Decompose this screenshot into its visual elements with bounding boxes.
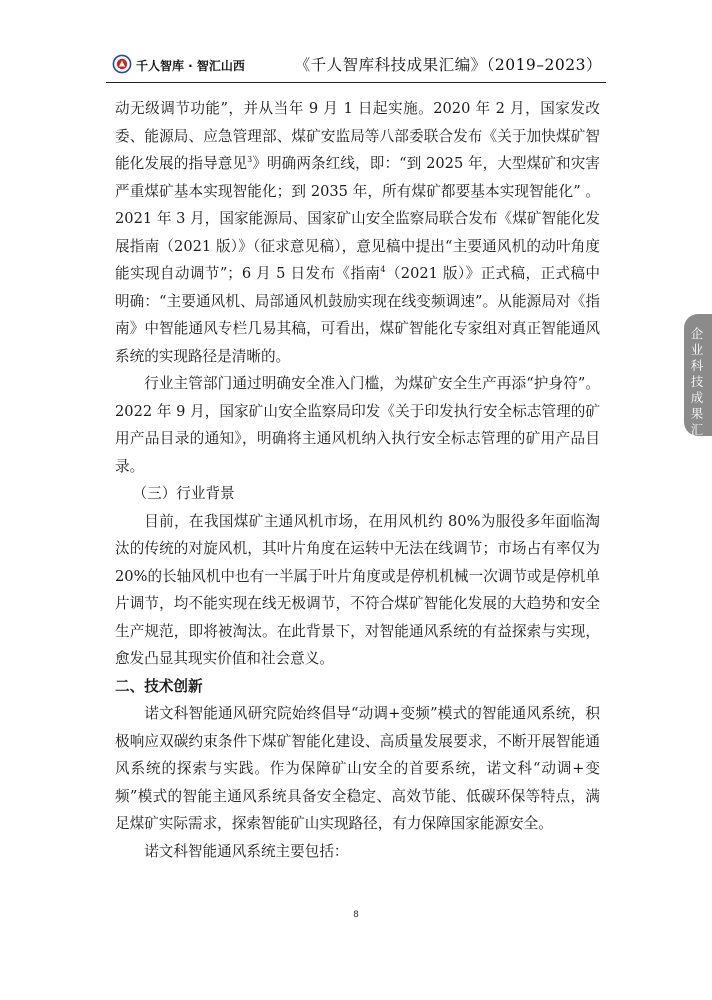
subsection-heading: （三）行业背景	[132, 485, 235, 502]
section-heading: 二、技术创新	[115, 677, 203, 695]
footnote-marker: 4	[380, 265, 386, 275]
paragraph-policy: 动无级调节功能”，并从当年 9 月 1 日起实施。2020 年 2 月，国家发改委、能源局、应急管理部、煤矿安监局等八部委联合发布《关于加快煤矿智能化发展的指导意见$^3$》明确两条红线，即：“到 2025 年，大型煤矿和灾害严重煤矿基本实现智能化；到 2035 年，所有煤矿都要基本实现智能化” 。 2021 年 3 月，国家能源局、国家矿山安全监察局联合发布《煤矿智能化发展指南（2021 版）》（征求意见稿），意见稿中提出“主要通风机的动叶角度能实现自动调节”；6 月 5 日发布《指南$^4$（2021 版）》正式稿，正式稿中明确：“主要通风机、局部通风机鼓励实现在线变频调速”。从能源局对《指南》中智能通风专栏几易其稿，可看出，煤矿智能化专家组对真正智能通风系统的实现路径是清晰的。	[115, 100, 600, 365]
thinktank-logo-icon	[112, 54, 132, 74]
paragraph-industry-background: 目前，在我国煤矿主通风机市场，在用风机约 80%为服役多年面临淘汰的传统的对旋风机，其叶片角度在运转中无法在线调节；市场占有率仅为 20%的长轴风机中也有一半属于叶片角度或是停机机械一次调节或是停机单片调节，均不能实现在线无极调节，不符合煤矿智能化发展的大趋势和安全生产规范，即将被淘汰。在此背景下，对智能通风系统的有益探索与实现，愈发凸显其现实价值和社会意义。	[115, 512, 600, 667]
paragraph-system-intro: 诺文科智能通风系统主要包括：	[144, 842, 349, 860]
side-tab-label: 企业科技成果汇编	[690, 326, 704, 453]
brand-name: 千人智库 · 智汇山西	[136, 59, 245, 73]
page-body	[115, 95, 600, 865]
page-number: 8	[353, 910, 359, 920]
book-title: 《千人智库科技成果汇编》（2019–2023）	[294, 56, 602, 74]
page-header	[106, 48, 606, 83]
paragraph-technical-innovation: 诺文科智能通风研究院始终倡导“动调+变频”模式的智能通风系统，积极响应双碳约束条件下煤矿智能化建设、高质量发展要求，不断开展智能通风系统的探索与实践。作为保障矿山安全的首要系统，诺文科“动调+变频”模式的智能主通风系统具备安全稳定、高效节能、低碳环保等特点，满足煤矿实际需求，探索智能矿山实现路径，有力保障国家能源安全。	[115, 705, 600, 832]
side-chapter-tab	[684, 314, 712, 453]
paragraph-safety-certification: 行业主管部门通过明确安全准入门槛，为煤矿安全生产再添“护身符”。2022 年 9 月，国家矿山安全监察局印发《关于印发执行安全标志管理的矿用产品目录的通知》，明确将主通风机纳入执行安全标志管理的矿用产品目录。	[115, 375, 600, 475]
footnote-marker: 3	[247, 155, 253, 165]
